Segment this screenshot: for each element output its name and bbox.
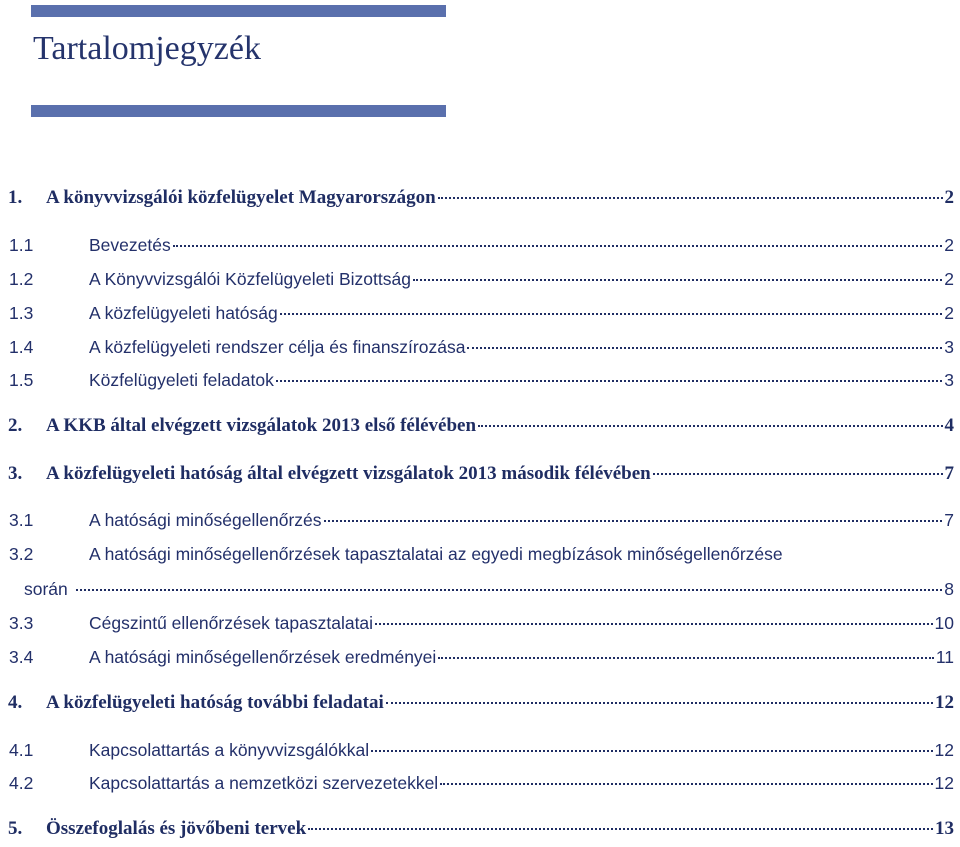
toc-entry-1-1[interactable] xyxy=(8,235,954,256)
toc-entry-1-4[interactable] xyxy=(8,337,954,358)
toc-entry-page: 7 xyxy=(944,510,954,530)
toc-entry-number: 1. xyxy=(8,187,23,208)
toc-entry-page: 12 xyxy=(934,740,954,760)
toc-entry-1-5[interactable] xyxy=(8,370,954,391)
toc-entry-4[interactable] xyxy=(8,692,954,714)
toc-entry-number: 4.2 xyxy=(9,773,34,793)
toc-entry-page: 13 xyxy=(935,818,954,839)
dot-leader xyxy=(413,279,942,281)
toc-entry-page: 3 xyxy=(944,370,954,390)
toc-entry-title: A közfelügyeleti rendszer célja és finanszírozása xyxy=(89,337,466,357)
toc-entry-number: 3.1 xyxy=(9,510,34,530)
dot-leader xyxy=(653,473,943,475)
dot-leader xyxy=(308,828,933,830)
toc-entry-number: 1.2 xyxy=(9,269,34,289)
dot-leader xyxy=(173,245,943,247)
toc-entry-title: A hatósági minőségellenőrzések tapasztalatai az egyedi megbízások minőségellenőrzése xyxy=(89,544,783,564)
toc-entry-page: 2 xyxy=(944,269,954,289)
toc-entry-number: 1.5 xyxy=(9,370,34,390)
toc-entry-title: Közfelügyeleti feladatok xyxy=(89,370,274,390)
toc-entry-title: A könyvvizsgálói közfelügyelet Magyarországon xyxy=(46,187,436,208)
toc-entry-number: 5. xyxy=(8,818,23,839)
dot-leader xyxy=(375,623,932,625)
page-title: Tartalomjegyzék xyxy=(33,30,261,67)
toc-entry-3-1[interactable] xyxy=(8,510,954,531)
toc-entry-title: A közfelügyeleti hatóság további feladatai xyxy=(46,692,384,713)
dot-leader xyxy=(76,589,942,591)
toc-entry-3-4[interactable] xyxy=(8,647,954,668)
toc-entry-title: A közfelügyeleti hatóság által elvégzett vizsgálatok 2013 második félévében xyxy=(46,463,651,484)
toc-entry-1-2[interactable] xyxy=(8,269,954,290)
toc-entry-page: 2 xyxy=(944,303,954,323)
dot-leader xyxy=(478,425,942,427)
toc-entry-2[interactable] xyxy=(8,415,954,437)
toc-entry-number: 2. xyxy=(8,415,23,436)
toc-entry-4-2[interactable] xyxy=(8,773,954,794)
toc-entry-number: 4. xyxy=(8,692,23,713)
toc-entry-title: A hatósági minőségellenőrzések eredményei xyxy=(89,647,437,667)
toc-entry-number: 3. xyxy=(8,463,23,484)
dot-leader xyxy=(324,520,943,522)
toc-entry-title: Bevezetés xyxy=(89,235,171,255)
toc-entry-4-1[interactable] xyxy=(8,740,954,761)
toc-entry-number: 3.2 xyxy=(9,544,34,564)
header-top-rule xyxy=(31,5,446,17)
dot-leader xyxy=(280,313,943,315)
toc-entry-3-2[interactable] xyxy=(8,544,954,565)
toc-entry-page: 12 xyxy=(934,773,954,793)
toc-entry-page: 12 xyxy=(935,692,954,713)
dot-leader xyxy=(438,197,943,199)
dot-leader xyxy=(467,347,942,349)
toc-entry-number: 3.3 xyxy=(9,613,34,633)
toc-entry-page: 2 xyxy=(944,235,954,255)
dot-leader xyxy=(440,783,932,785)
toc-entry-3[interactable] xyxy=(8,463,954,485)
dot-leader xyxy=(386,702,933,704)
toc-entry-1[interactable] xyxy=(8,187,954,209)
toc-entry-page: 7 xyxy=(944,463,954,484)
toc-entry-title: A KKB által elvégzett vizsgálatok 2013 első félévében xyxy=(46,415,477,436)
toc-entry-title-continued: során xyxy=(24,579,68,599)
toc-entry-number: 3.4 xyxy=(9,647,34,667)
toc-entry-title: Összefoglalás és jövőbeni tervek xyxy=(46,818,307,839)
dot-leader xyxy=(276,380,942,382)
toc-entry-title: A Könyvvizsgálói Közfelügyeleti Bizottság xyxy=(89,269,411,289)
toc-entry-number: 1.1 xyxy=(9,235,34,255)
toc-entry-title: A közfelügyeleti hatóság xyxy=(89,303,278,323)
header-bottom-rule xyxy=(31,105,446,117)
toc-entry-title: Kapcsolattartás a könyvvizsgálókkal xyxy=(89,740,370,760)
toc-entry-title: A hatósági minőségellenőrzés xyxy=(89,510,322,530)
toc-entry-page: 3 xyxy=(944,337,954,357)
toc-entry-number: 1.4 xyxy=(9,337,34,357)
toc-entry-title: Kapcsolattartás a nemzetközi szervezetekkel xyxy=(89,773,439,793)
toc-entry-number: 4.1 xyxy=(9,740,34,760)
toc-entry-1-3[interactable] xyxy=(8,303,954,324)
toc-entry-page: 8 xyxy=(944,579,954,599)
toc-entry-page: 11 xyxy=(935,647,954,667)
toc-entry-page: 10 xyxy=(934,613,954,633)
dot-leader xyxy=(438,657,934,659)
toc-entry-5[interactable] xyxy=(8,818,954,840)
toc-entry-page: 2 xyxy=(944,187,954,208)
toc-entry-title: Cégszintű ellenőrzések tapasztalatai xyxy=(89,613,374,633)
toc-entry-number: 1.3 xyxy=(9,303,34,323)
dot-leader xyxy=(371,750,932,752)
toc-entry-3-3[interactable] xyxy=(8,613,954,634)
toc-entry-3-2-continuation[interactable] xyxy=(24,579,954,600)
toc-entry-page: 4 xyxy=(944,415,954,436)
